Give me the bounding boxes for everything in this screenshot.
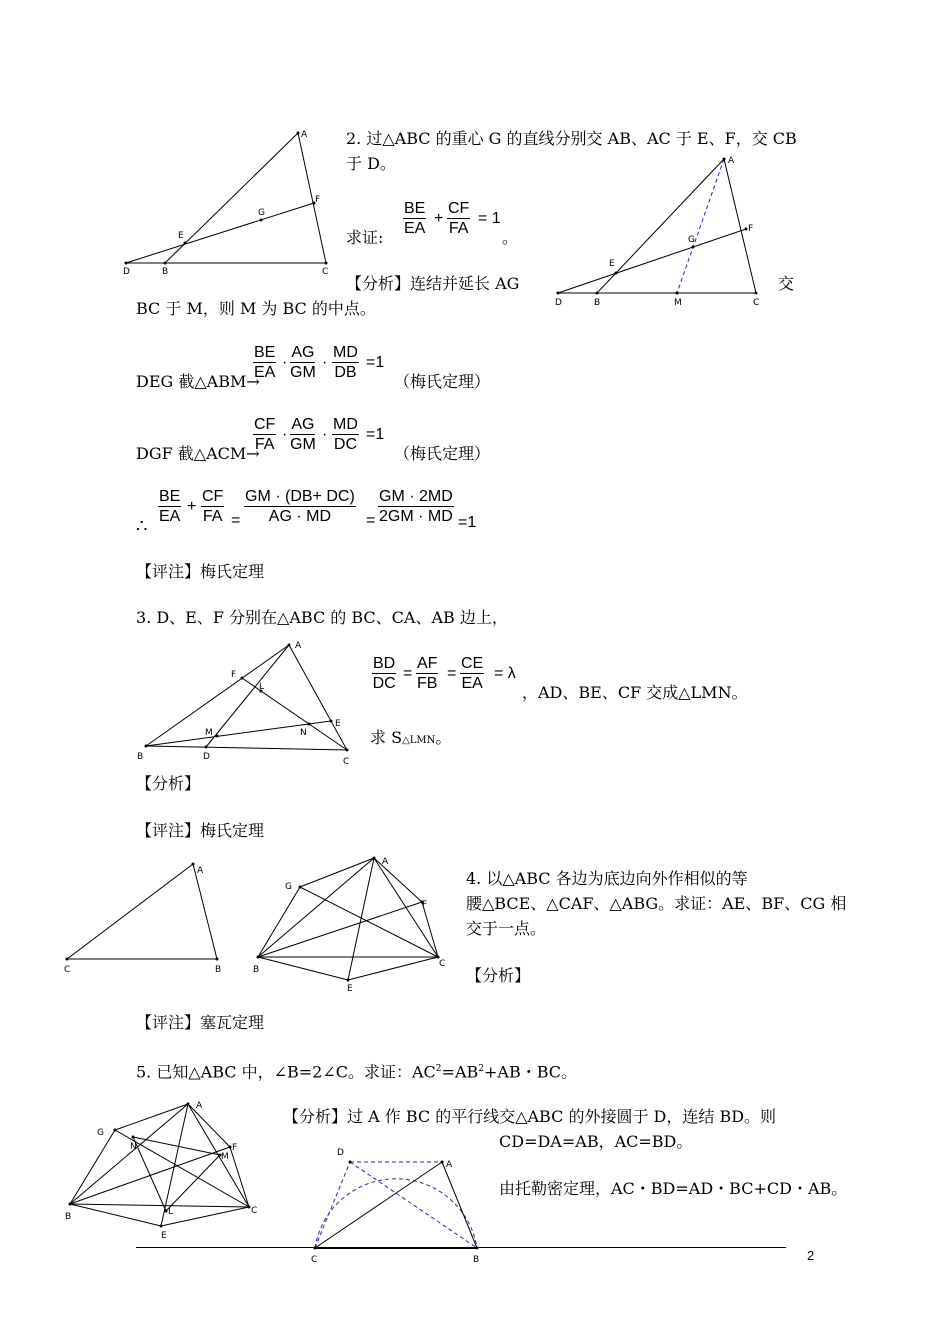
p4-line2: 腰△BCE、△CAF、△ABG。求证：AE、BF、CG 相 — [466, 894, 847, 913]
label-A: A — [301, 130, 308, 140]
p2-figure-right — [550, 152, 770, 312]
p2-plus: + — [434, 210, 444, 227]
label-A: A — [196, 1101, 203, 1111]
label-B: B — [215, 965, 222, 975]
p2-deg-eq: =1 — [366, 354, 385, 371]
p5-analysis-2: CD=DA=AB，AC=BD。 — [499, 1132, 693, 1151]
p4-figure-left — [60, 858, 230, 983]
p4-figure-right — [250, 850, 460, 995]
p2-sum-frac4: $\frac{GM \cdot 2MD}{2GM \cdot MD}$ — [379, 488, 453, 525]
p2-line1: 2. 过△ABC 的重心 G 的直线分别交 AB、AC 于 E、F，交 CB — [346, 129, 797, 148]
p2-sum-frac1: $\frac{BE}{EA}$ — [159, 488, 181, 525]
p2-prove-label: 求证: — [346, 228, 384, 247]
label-A: A — [382, 857, 389, 867]
label-C: C — [322, 267, 329, 277]
label-E: E — [609, 259, 615, 269]
p2-dgf-frac2: $\frac{AG}{GM}$ — [290, 416, 316, 453]
p2-frac-be-ea: $\frac{BE}{EA}$ — [404, 200, 426, 237]
label-G: G — [285, 882, 292, 892]
label-L: L — [168, 1207, 174, 1217]
label-C: C — [64, 965, 71, 975]
p3-frac-ce-ea: $\frac{CE}{EA}$ — [461, 655, 484, 692]
p3-condition: ，AD、BE、CF 交成△LMN。 — [522, 683, 748, 702]
p4-line1: 4. 以△ABC 各边为底边向外作相似的等 — [466, 869, 748, 888]
p3-analysis: 【分析】 — [136, 774, 201, 793]
label-D: D — [203, 752, 210, 762]
p2-dgf-eq: =1 — [366, 426, 385, 443]
label-L: L — [259, 682, 265, 692]
label-E: E — [347, 984, 353, 994]
footer-rule — [136, 1247, 786, 1248]
label-E: E — [178, 231, 184, 241]
p2-analysis-1: 【分析】连结并延长 AG — [346, 274, 520, 293]
label-C: C — [439, 959, 446, 969]
p2-analysis-2: BC 于 M，则 M 为 BC 的中点。 — [136, 299, 376, 318]
p2-dgf-dot1: · — [282, 426, 288, 443]
p2-sum-eq3: =1 — [458, 514, 477, 531]
p2-sum-eq2: = — [366, 512, 376, 529]
label-A: A — [446, 1160, 453, 1170]
p2-analysis-jiao: 交 — [778, 274, 795, 293]
p2-period: 。 — [502, 228, 519, 247]
p3-lambda: = λ — [494, 665, 516, 682]
label-A: A — [295, 641, 302, 651]
p2-dgf-menelaus: （梅氏定理） — [394, 444, 491, 463]
p2-dgf-label: DGF 截△ACM→ — [136, 444, 260, 463]
p2-dgf-frac3: $\frac{MD}{DC}$ — [333, 416, 358, 453]
label-B: B — [65, 1212, 72, 1222]
p2-sum-plus: + — [187, 498, 197, 515]
p3-eq2: = — [447, 665, 457, 682]
p2-dgf-dot2: · — [322, 426, 328, 443]
p5-analysis-1: 【分析】过 A 作 BC 的平行线交△ABC 的外接圆于 D，连结 BD。则 — [283, 1107, 777, 1126]
p2-deg-label: DEG 截△ABM→ — [136, 372, 260, 391]
p4-analysis: 【分析】 — [466, 966, 531, 985]
p2-deg-frac3: $\frac{MD}{DB}$ — [333, 344, 358, 381]
p4-line3: 交于一点。 — [466, 919, 547, 938]
p3-frac-af-fb: $\frac{AF}{FB}$ — [417, 655, 438, 692]
p2-deg-frac2: $\frac{AG}{GM}$ — [290, 344, 316, 381]
label-F: F — [315, 195, 321, 205]
label-N: N — [130, 1142, 137, 1152]
label-C: C — [343, 757, 350, 767]
p2-eq-one: = 1 — [478, 210, 501, 227]
label-B: B — [137, 752, 144, 762]
label-D: D — [555, 298, 562, 308]
p2-sum-frac3: $\frac{GM \cdot (DB+ DC)}{AG \cdot MD}$ — [245, 488, 355, 525]
label-E: E — [161, 1231, 167, 1241]
p3-line1: 3. D、E、F 分别在△ABC 的 BC、CA、AB 边上， — [136, 608, 508, 627]
label-C: C — [753, 298, 760, 308]
p5-figure-left — [60, 1095, 270, 1245]
label-C: C — [311, 1255, 318, 1265]
label-A: A — [728, 156, 735, 166]
p3-eq1: = — [403, 665, 413, 682]
label-E: E — [335, 719, 341, 729]
p2-remark: 【评注】梅氏定理 — [136, 562, 265, 581]
label-F: F — [231, 670, 237, 680]
label-B: B — [473, 1255, 480, 1265]
label-D: D — [123, 267, 130, 277]
p2-deg-frac1: $\frac{BE}{EA}$ — [254, 344, 276, 381]
p4-remark: 【评注】塞瓦定理 — [136, 1013, 265, 1032]
label-B: B — [594, 298, 601, 308]
label-C: C — [251, 1206, 258, 1216]
label-M: M — [221, 1152, 229, 1162]
label-A: A — [197, 866, 204, 876]
p5-analysis-3: 由托勒密定理，AC・BD=AD・BC+CD・AB。 — [499, 1179, 848, 1198]
p3-ask: 求 S△LMN。 — [370, 728, 452, 747]
p3-figure — [135, 640, 360, 770]
p2-figure-left — [115, 125, 340, 280]
p2-deg-dot1: · — [282, 354, 288, 371]
label-G: G — [258, 208, 265, 218]
p2-deg-menelaus: （梅氏定理） — [394, 372, 491, 391]
label-D: D — [337, 1148, 344, 1158]
p2-sum-eq1: = — [231, 512, 241, 529]
p3-frac-bd-dc: $\frac{BD}{DC}$ — [372, 655, 396, 692]
p2-sum-frac2: $\frac{CF}{FA}$ — [202, 488, 224, 525]
p5-line1: 5. 已知△ABC 中，∠B=2∠C。求证：$AC^2=AB^2+AB$・BC。 — [136, 1062, 578, 1082]
p2-frac-cf-fa: $\frac{CF}{FA}$ — [448, 200, 470, 237]
label-N: N — [300, 728, 307, 738]
p2-therefore: ∴ — [136, 516, 148, 537]
label-M: M — [205, 728, 213, 738]
p2-deg-dot2: · — [322, 354, 328, 371]
p3-remark: 【评注】梅氏定理 — [136, 821, 265, 840]
page-number: 2 — [807, 1248, 815, 1263]
label-M: M — [674, 298, 682, 308]
label-G: G — [97, 1128, 104, 1138]
label-G: G — [688, 235, 695, 245]
label-F: F — [748, 224, 754, 234]
label-F: F — [422, 900, 428, 910]
label-B: B — [162, 267, 169, 277]
p2-line2: 于 D。 — [346, 154, 396, 173]
label-F: F — [232, 1143, 238, 1153]
p2-dgf-frac1: $\frac{CF}{FA}$ — [254, 416, 276, 453]
p5-figure-right — [300, 1140, 500, 1270]
label-B: B — [253, 965, 260, 975]
